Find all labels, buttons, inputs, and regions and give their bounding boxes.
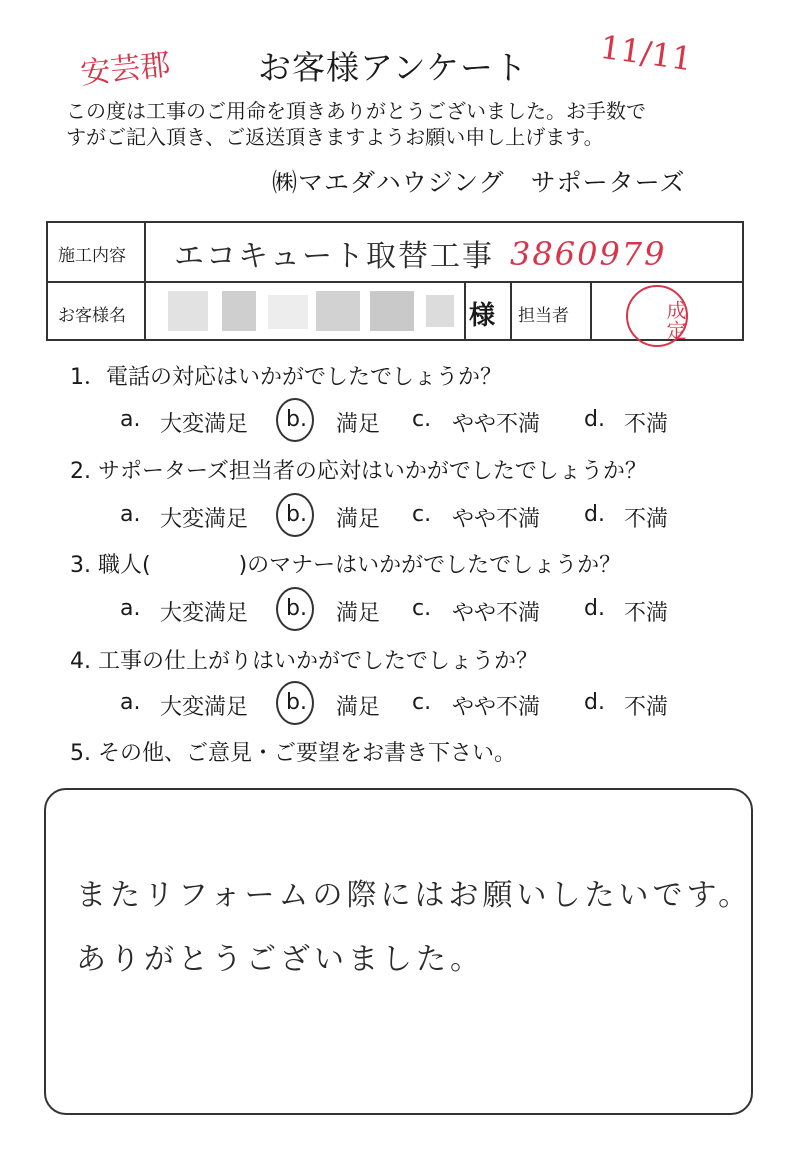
q4-opt-b-letter[interactable]: b. [286, 690, 307, 715]
q3-opt-a-label[interactable]: 大変満足 [160, 601, 249, 626]
q2-opt-b-letter[interactable]: b. [286, 502, 307, 527]
q1-opt-d-letter[interactable]: d. [584, 407, 605, 432]
q4-opt-d-letter[interactable]: d. [584, 690, 605, 715]
q1-opt-a-label[interactable]: 大変満足 [160, 412, 249, 437]
question-1: 1．電話の対応はいかがでしたでしょうか？ [70, 365, 502, 390]
question-3: 3. 職人( )のマナーはいかがでしたでしょうか？ [70, 553, 622, 578]
customer-label: お客様名 [58, 306, 126, 326]
work-value: エコキュート取替工事 [174, 239, 494, 274]
q2-selected-circle [276, 493, 314, 537]
q1-opt-b-label[interactable]: 満足 [336, 412, 381, 437]
q2-opt-a-label[interactable]: 大変満足 [160, 507, 249, 532]
q3-opt-c-label[interactable]: やや不満 [452, 601, 541, 626]
info-table [46, 221, 744, 341]
area-annotation: 安芸郡 [78, 47, 172, 92]
company-name: ㈱マエダハウジング サポーターズ [272, 168, 686, 197]
comment-line-1: またリフォームの際にはお願いしたいです。 [76, 878, 753, 913]
q3-selected-circle [276, 587, 314, 631]
q4-opt-d-label[interactable]: 不満 [624, 695, 669, 720]
q3-opt-b-letter[interactable]: b. [286, 596, 307, 621]
q1-opt-b-letter[interactable]: b. [286, 407, 307, 432]
q3-opt-d-letter[interactable]: d. [584, 596, 605, 621]
comment-box[interactable] [44, 788, 753, 1115]
q2-opt-c-label[interactable]: やや不満 [452, 507, 541, 532]
q3-opt-c-letter[interactable]: c. [412, 596, 432, 621]
staff-label: 担当者 [518, 306, 569, 326]
comment-line-2: ありがとうございました。 [76, 942, 484, 977]
intro-line-1: この度は工事のご用命を頂きありがとうございました。お手数で [66, 99, 646, 123]
q4-opt-c-label[interactable]: やや不満 [452, 695, 541, 720]
question-2: 2. サポーターズ担当者の応対はいかがでしたでしょうか？ [70, 459, 647, 484]
question-4: 4. 工事の仕上がりはいかがでしたでしょうか？ [70, 649, 538, 674]
intro-line-2: すがご記入頂き、ご返送頂きますようお願い申し上げます。 [66, 125, 604, 149]
honorific: 様 [469, 301, 496, 331]
q4-selected-circle [276, 681, 314, 725]
q1-opt-c-letter[interactable]: c. [412, 407, 432, 432]
q1-opt-d-label[interactable]: 不満 [624, 412, 669, 437]
q4-opt-a-letter[interactable]: a. [120, 690, 141, 715]
question-5: 5. その他、ご意見・ご要望をお書き下さい。 [70, 741, 516, 766]
q1-selected-circle [276, 398, 314, 442]
work-label: 施工内容 [58, 246, 126, 266]
q3-opt-d-label[interactable]: 不満 [624, 601, 669, 626]
q1-opt-a-letter[interactable]: a. [120, 407, 141, 432]
q1-opt-c-label[interactable]: やや不満 [452, 412, 541, 437]
intro-text [66, 98, 746, 150]
q2-opt-c-letter[interactable]: c. [412, 502, 432, 527]
q3-opt-a-letter[interactable]: a. [120, 596, 141, 621]
customer-name-redacted [148, 285, 462, 337]
q2-opt-b-label[interactable]: 満足 [336, 507, 381, 532]
q2-opt-d-letter[interactable]: d. [584, 502, 605, 527]
q2-opt-d-label[interactable]: 不満 [624, 507, 669, 532]
q4-opt-a-label[interactable]: 大変満足 [160, 695, 249, 720]
date-annotation: 11/11 [597, 27, 695, 79]
q4-opt-b-label[interactable]: 満足 [336, 695, 381, 720]
staff-stamp: 成定 [626, 285, 688, 347]
q4-opt-c-letter[interactable]: c. [412, 690, 432, 715]
order-number: 3860979 [510, 235, 667, 273]
q3-opt-b-label[interactable]: 満足 [336, 601, 381, 626]
page-title: お客様アンケート [257, 48, 529, 87]
q2-opt-a-letter[interactable]: a. [120, 502, 141, 527]
